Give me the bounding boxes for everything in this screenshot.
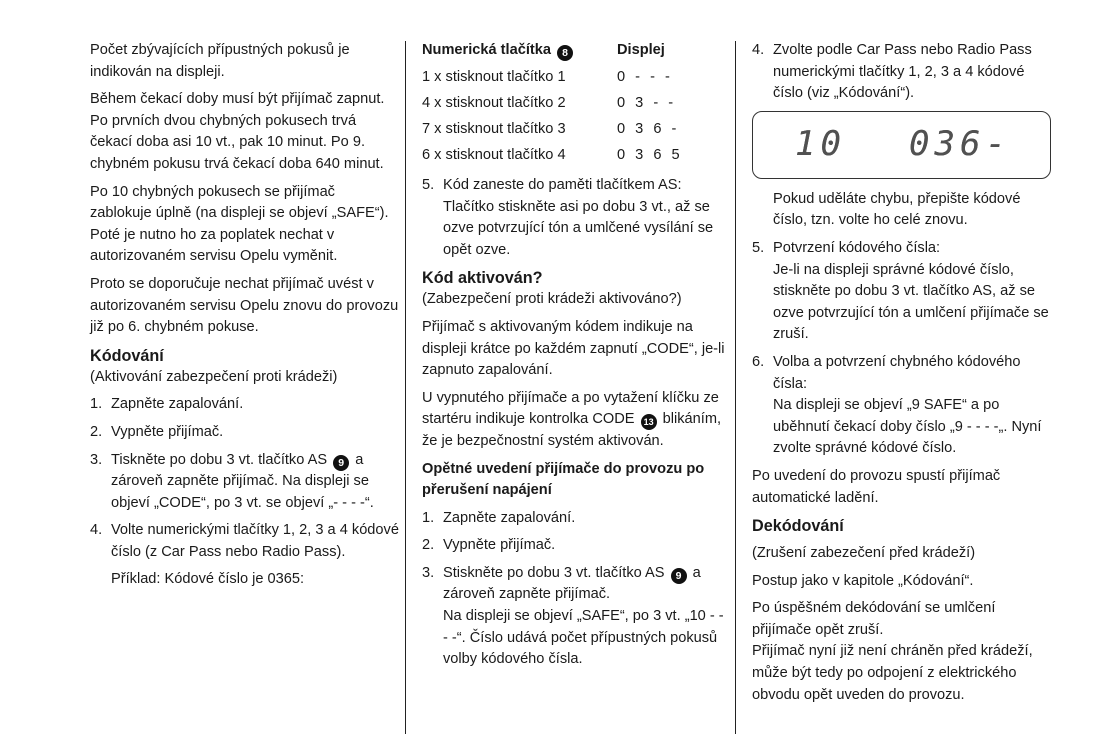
steps-list [90,394,400,591]
list-item: 3. Tiskněte po dobu 3 vt. tlačítko AS 9 a zároveň zapněte přijímač. Na displeji se objeví „CODE“, po 3 vt. se objeví „- - - -“. [90,451,374,511]
section-heading-kodovani: Kódování [90,346,164,365]
example-text: Příklad: Kódové číslo je 0365: [111,571,305,588]
section-heading-kod-aktivovan: Kód aktivován? [422,269,543,288]
paragraph: Proto se doporučuje nechat přijímač uvést v autorizovaném servisu Opelu znovu do provozu již po 6. chybném pokuse. [90,275,399,336]
steps-list [422,508,727,671]
callout-number-icon: 9 [671,568,687,584]
lcd-attempts: 10 [795,123,846,164]
subsection-heading: Opětné uvedení přijímače do provozu po přerušení napájení [422,460,705,499]
paragraph: Přijímač nyní již není chráněn před krádeží, může být tedy po odpojení z elektrického obvodu opět uveden do provozu. [752,643,1033,703]
section-subtitle: (Zrušení zabezečení před krádeží) [752,545,976,562]
table-row: 6 x stisknout tlačítko 4 0 3 6 5 [422,146,683,163]
table-row: 1 x stisknout tlačítko 1 0 - - - [422,68,673,85]
list-item: 5. Potvrzení kódového čísla: Je-li na displeji správné kódové číslo, stiskněte po dobu 3 vt. tlačítko AS, až se ozve potvrzující tón a umlčení přijímače se zruší. [752,239,1049,343]
list-item: 4. Volte numerickými tlačítky 1, 2, 3 a 4 kódové číslo (z Car Pass nebo Radio Pass). Příklad: Kódové číslo je 0365: [90,520,400,591]
callout-number-icon: 13 [641,414,657,430]
paragraph: Po úspěšném dekódování se umlčení přijímače opět zruší. [752,600,996,638]
callout-number-icon: 8 [557,45,573,61]
table-row: 4 x stisknout tlačítko 2 0 3 - - [422,94,677,111]
paragraph: Po uvedení do provozu spustí přijímač automatické ladění. [752,467,1001,506]
paragraph: Postup jako v kapitole „Kódování“. [752,572,974,589]
lcd-display-illustration [752,111,1051,179]
list-item: 2. Vypněte přijímač. [90,423,224,440]
list-item: 1. Zapněte zapalování. [90,396,244,413]
section-subtitle: (Aktivování zabezpečení proti krádeži) [90,368,338,385]
list-item: 3. Stiskněte po dobu 3 vt. tlačítko AS 9 a zároveň zapněte přijímač. Na displeji se objeví „SAFE“, po 3 vt. „10 - - - -“. Číslo udává počet přípustných pokusů volby kódového čísla. [422,564,724,668]
paragraph: Počet zbývajících přípustných pokusů je indikován na displeji. [90,42,350,80]
steps-list [752,238,1057,460]
table-row: 7 x stisknout tlačítko 3 0 3 6 - [422,120,680,137]
list-item: 4. Zvolte podle Car Pass nebo Radio Pass numerickými tlačítky 1, 2, 3 a 4 kódové číslo (viz „Kódování“). [752,42,1032,102]
column-divider [735,41,736,734]
list-item: 1. Zapněte zapalování. [422,509,576,526]
column-3 [752,40,1057,712]
paragraph: Přijímač s aktivovaným kódem indikuje na displeji krátce po každém zapnutí „CODE“, je-li zapnuto zapalování. [422,318,725,379]
list-item: 2. Vypněte přijímač. [422,537,556,554]
paragraph: Po 10 chybných pokusech se přijímač zablokuje úplně (na displeji se objeví „SAFE“). Poté je nutno ho za poplatek nechat v autorizovaném servisu Opelu vyměnit. [90,183,389,265]
list-item: 6. Volba a potvrzení chybného kódového čísla: Na displeji se objeví „9 SAFE“ a po uběhnutí čekací doby číslo „9 - - - -„. Nyní zvolte správné kódové číslo. [752,353,1042,457]
key-display-table [401,40,683,171]
steps-list [422,175,727,261]
list-item: 5. Kód zaneste do paměti tlačítkem AS: Tlačítko stiskněte asi po dobu 3 vt., až se ozve potvrzující tón a umlčené vysílání se opět ozve. [422,176,714,258]
steps-list [752,40,1057,105]
column-1 [90,40,400,597]
section-heading-dekodovani: Dekódování [752,517,844,536]
note-text: Pokud uděláte chybu, přepište kódové číslo, tzn. volte ho celé znovu. [773,190,1021,229]
table-header: Numerická tlačítka 8 Displej [422,42,665,59]
section-subtitle: (Zabezpečení proti krádeži aktivováno?) [422,291,682,308]
paragraph: Během čekací doby musí být přijímač zapnut. Po prvních dvou chybných pokusech trvá čekací doba asi 10 vt., pak 10 minut. Po 9. chybném pokusu trvá čekací doba 640 minut. [90,91,385,172]
column-2 [422,40,727,677]
lcd-code: 036- [909,123,1011,164]
callout-number-icon: 9 [333,455,349,471]
paragraph: U vypnutého přijímače a po vytažení klíčku ze startéru indikuje kontrolka CODE 13 blikáním, že je bezpečnostní systém aktivován. [422,389,722,449]
